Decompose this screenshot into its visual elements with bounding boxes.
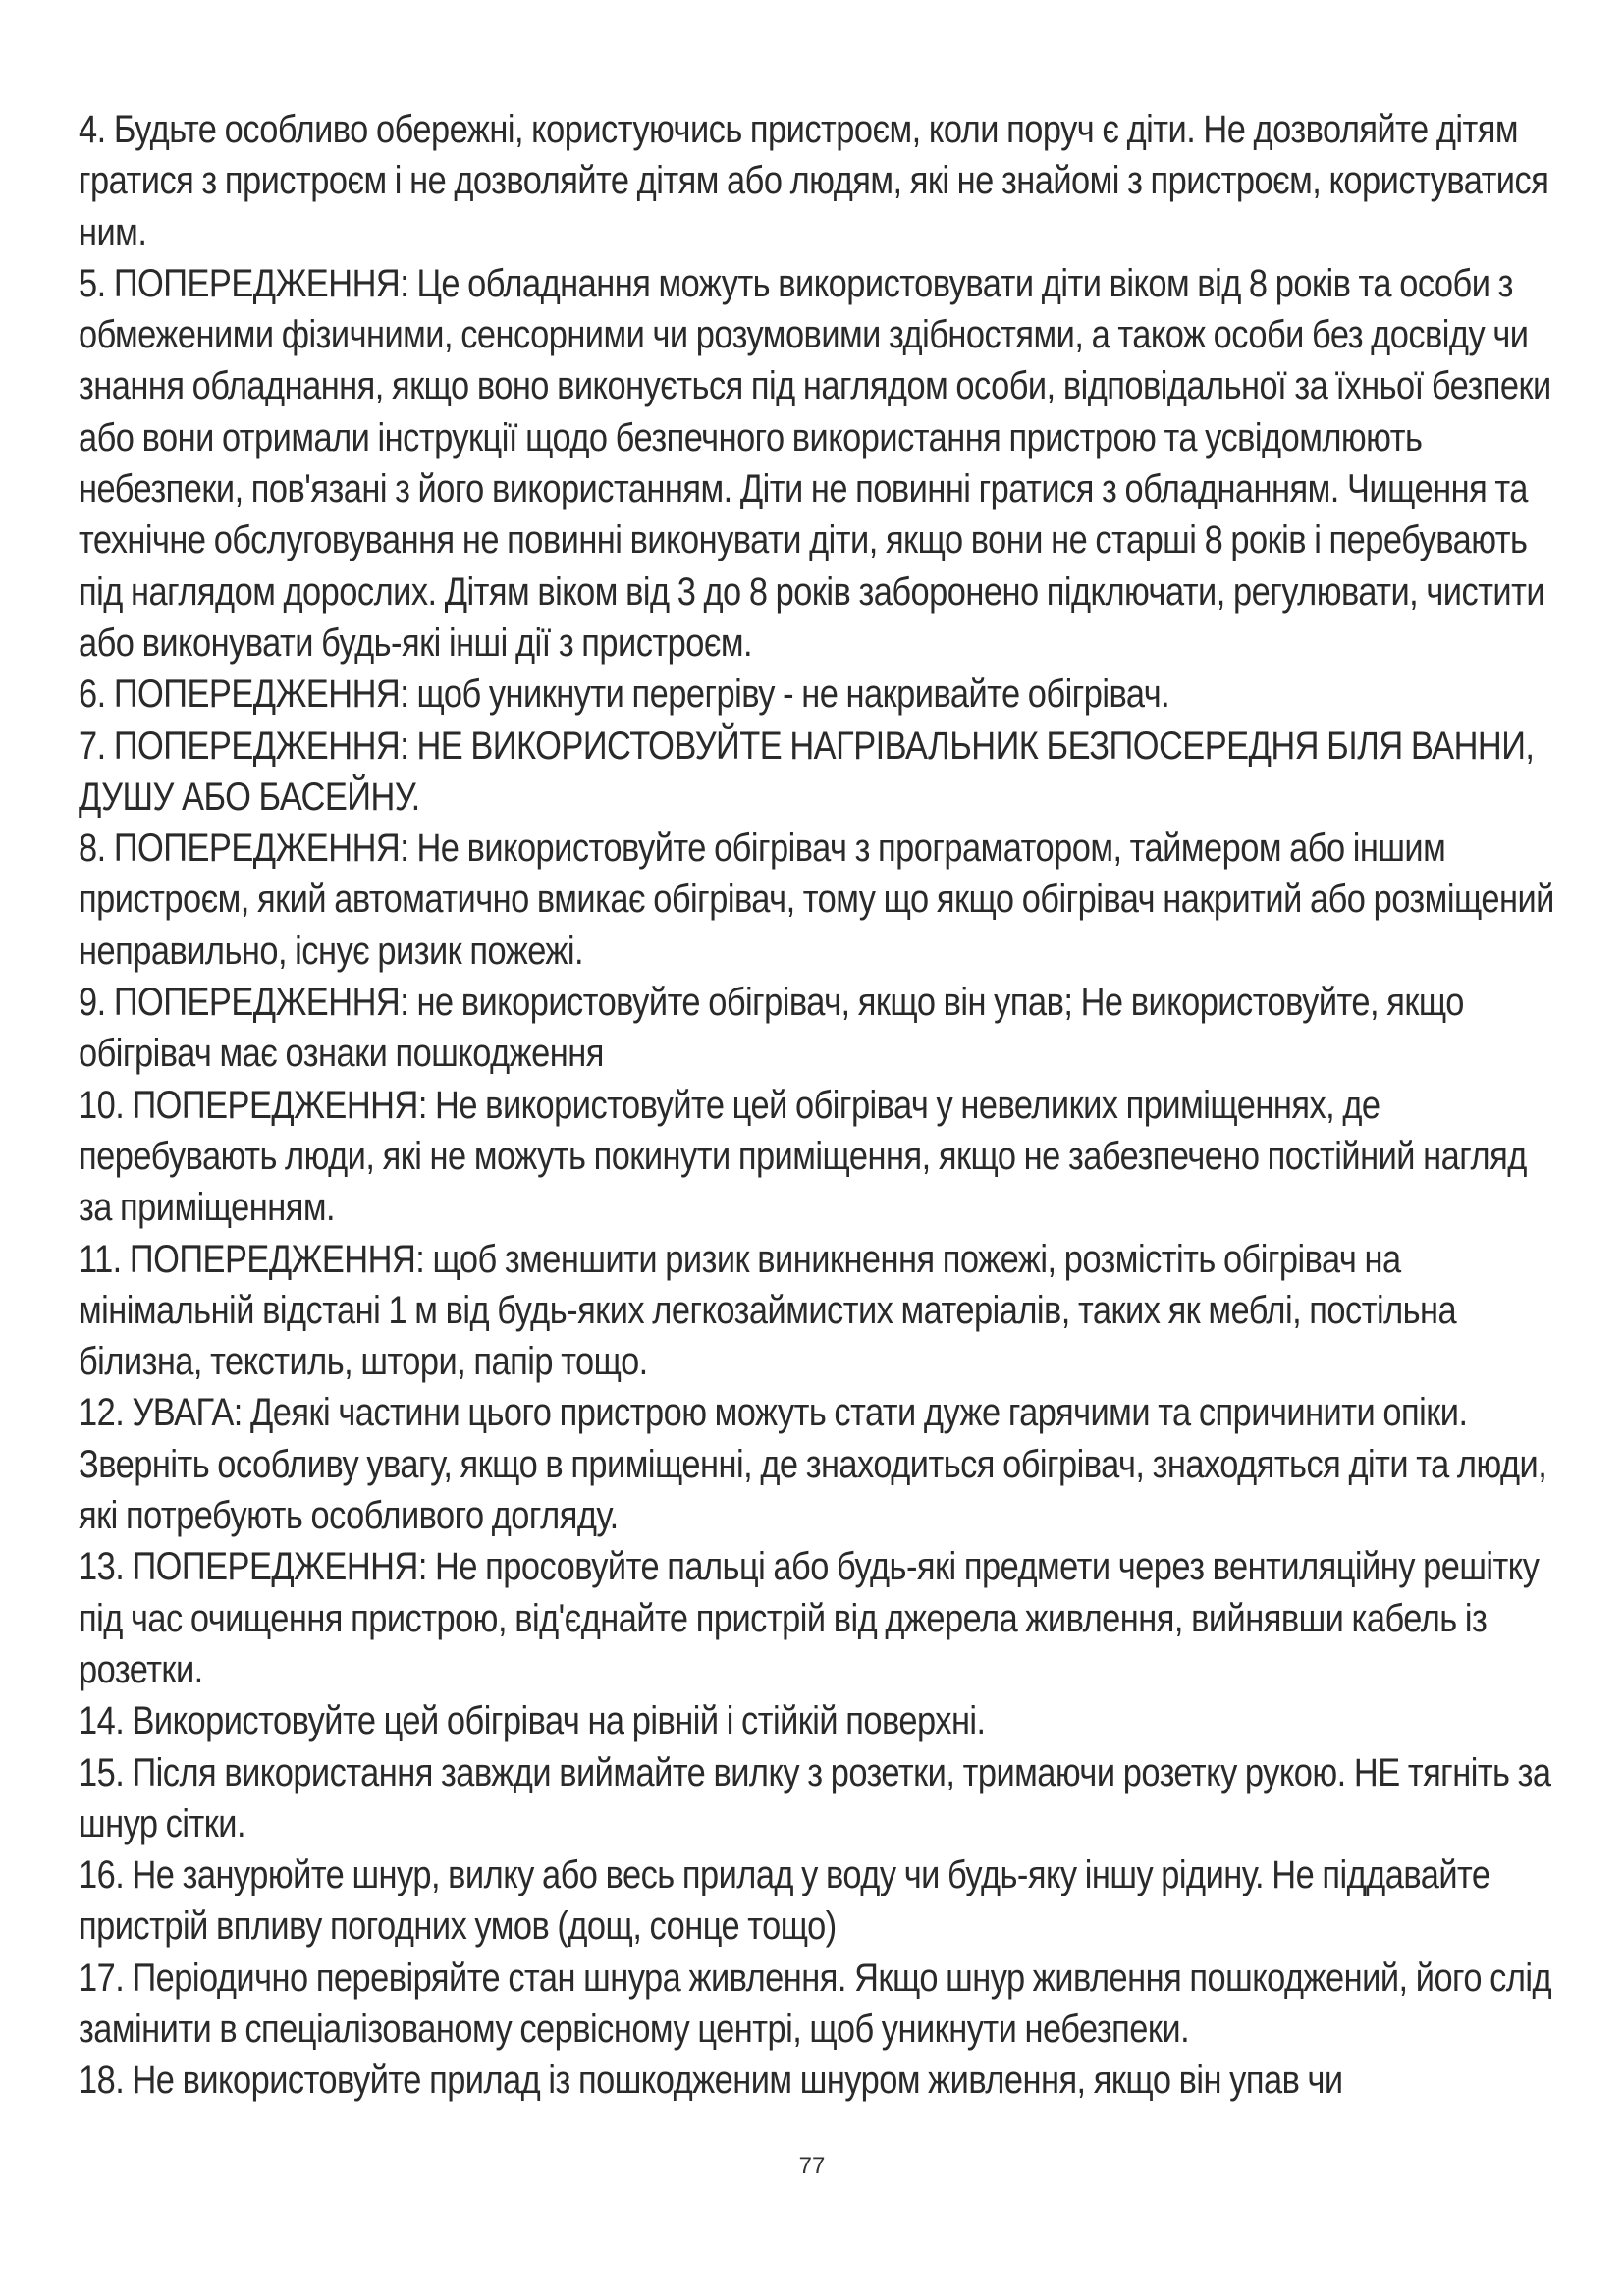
- paragraph-item-12: 12. УВАГА: Деякі частини цього пристрою можуть стати дуже гарячими та спричинити опіки. Зверніть особливу увагу, якщо в приміщенні, де знаходиться обігрівач, знаходяться діти та люди, які потребують особливого догляду.: [79, 1391, 1547, 1538]
- paragraph-item-13: 13. ПОПЕРЕДЖЕННЯ: Не просовуйте пальці або будь-які предмети через вентиляційну решітку під час очищення пристрою, від'єднайте пристрій від джерела живлення, вийнявши кабель із розетки.: [79, 1545, 1540, 1691]
- paragraph-item-10: 10. ПОПЕРЕДЖЕННЯ: Не використовуйте цей обігрівач у невеликих приміщеннях, де перебувають люди, які не можуть покинути приміщення, якщо не забезпечено постійний нагляд за приміщенням.: [79, 1083, 1527, 1230]
- document-body: [79, 104, 1561, 2107]
- paragraph-item-6: 6. ПОПЕРЕДЖЕННЯ: щоб уникнути перегріву - не накривайте обігрівач.: [79, 672, 1170, 717]
- paragraph-item-4: 4. Будьте особливо обережні, користуючись пристроєм, коли поруч є діти. Не дозволяйте дітям гратися з пристроєм і не дозволяйте дітям або людям, які не знайомі з пристроєм, користуватися ним.: [79, 108, 1549, 254]
- paragraph-item-14: 14. Використовуйте цей обігрівач на рівній і стійкій поверхні.: [79, 1699, 986, 1743]
- paragraph-item-17: 17. Періодично перевіряйте стан шнура живлення. Якщо шнур живлення пошкоджений, його слід замінити в спеціалізованому сервісному центрі, щоб уникнути небезпеки.: [79, 1955, 1552, 2051]
- paragraph-item-8: 8. ПОПЕРЕДЖЕННЯ: Не використовуйте обігрівач з програматором, таймером або іншим пристроєм, який автоматично вмикає обігрівач, тому що якщо обігрівач накритий або розміщений неправильно, існує ризик пожежі.: [79, 827, 1554, 973]
- paragraph-item-16: 16. Не занурюйте шнур, вилку або весь прилад у воду чи будь-яку іншу рідину. Не піддавайте пристрій впливу погодних умов (дощ, сонце тощо): [79, 1853, 1490, 1949]
- paragraph-item-15: 15. Після використання завжди виймайте вилку з розетки, тримаючи розетку рукою. НЕ тягніть за шнур сітки.: [79, 1750, 1551, 1845]
- paragraph-item-7: 7. ПОПЕРЕДЖЕННЯ: НЕ ВИКОРИСТОВУЙТЕ НАГРІВАЛЬНИК БЕЗПОСЕРЕДНЯ БІЛЯ ВАННИ, ДУШУ АБО БАСЕЙНУ.: [79, 723, 1535, 819]
- page-number: 77: [798, 2153, 826, 2179]
- paragraph-item-18: 18. Не використовуйте прилад із пошкодженим шнуром живлення, якщо він упав чи: [79, 2058, 1343, 2103]
- paragraph-item-5: 5. ПОПЕРЕДЖЕННЯ: Це обладнання можуть використовувати діти віком від 8 років та особи з обмеженими фізичними, сенсорними чи розумовими здібностями, а також особи без досвіду чи знання обладнання, якщо воно виконується під наглядом особи, відповідальної за їхньої безпеки або вони отримали інструкції щодо безпечного використання пристрою та усвідомлюють небезпеки, пов'язані з його використанням. Діти не повинні гратися з обладнанням. Чищення та технічне обслуговування не повинні виконувати діти, якщо вони не старші 8 років і перебувають під наглядом дорослих. Дітям віком від 3 до 8 років заборонено підключати, регулювати, чистити або виконувати будь-які інші дії з пристроєм.: [79, 261, 1551, 665]
- paragraph-item-11: 11. ПОПЕРЕДЖЕННЯ: щоб зменшити ризик виникнення пожежі, розмістіть обігрівач на мінімальній відстані 1 м від будь-яких легкозаймистих матеріалів, таких як меблі, постільна білизна, текстиль, штори, папір тощо.: [79, 1237, 1457, 1384]
- paragraph-item-9: 9. ПОПЕРЕДЖЕННЯ: не використовуйте обігрівач, якщо він упав; Не використовуйте, якщо обігрівач має ознаки пошкодження: [79, 981, 1464, 1076]
